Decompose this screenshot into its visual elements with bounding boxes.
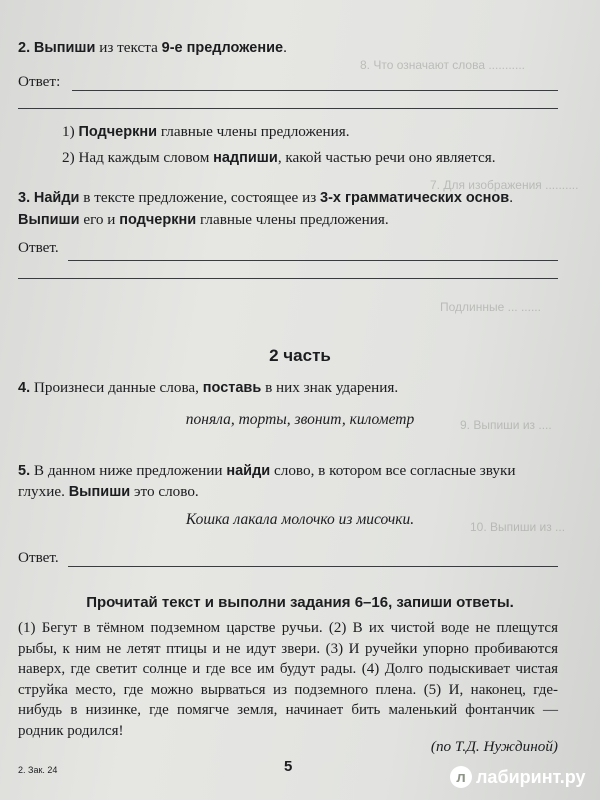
- task-text: главные члены предложения.: [196, 211, 389, 228]
- task-text: это слово.: [130, 483, 199, 500]
- answer-label: Ответ.: [18, 549, 59, 566]
- answer-line[interactable]: [18, 278, 558, 279]
- subtask-verb: Подчеркни: [78, 124, 158, 140]
- reading-line: рыбы, к ним не летят птицы и не идут звери. (3) И ручейки упорно пробиваются: [18, 640, 558, 657]
- task-4-line: [18, 378, 398, 398]
- task-verb: Найди: [33, 190, 80, 206]
- subtask-text: , какой частью речи оно является.: [277, 149, 496, 166]
- task-text: В данном ниже предложении: [30, 462, 227, 479]
- task-verb: поставь: [202, 380, 262, 396]
- task-number: 3.: [18, 190, 31, 206]
- subtask-text: главные члены предложения.: [157, 123, 350, 140]
- task-text: слово, в котором все согласные звуки: [270, 462, 516, 479]
- reading-heading: Прочитай текст и выполни задания 6–16, запиши ответы.: [86, 594, 514, 611]
- task-text: его и: [79, 211, 120, 228]
- task-text: Произнеси данные слова,: [30, 379, 203, 396]
- task-5-sentence: Кошка лакала молочко из мисочки.: [185, 511, 415, 528]
- task-text: в них знак ударения.: [261, 379, 399, 396]
- task-object: 9-е предложение: [161, 40, 284, 56]
- task-object: 3-х грамматических основ: [320, 190, 510, 206]
- task-verb: Выпиши: [18, 212, 80, 228]
- task-text: глухие.: [18, 483, 69, 500]
- answer-line[interactable]: [68, 260, 558, 261]
- task-3-line-1: [18, 188, 513, 208]
- bleed-through-text: 10. Выпиши из ...: [470, 520, 566, 534]
- task-number: 2.: [18, 40, 31, 56]
- task-2-subtask-1: [62, 122, 350, 142]
- answer-label: Ответ.: [18, 239, 59, 256]
- task-number: 5.: [18, 463, 31, 479]
- subtask-verb: надпиши: [213, 150, 278, 166]
- task-5-line-1: [18, 461, 516, 481]
- task-text: из текста: [95, 39, 162, 56]
- task-2-subtask-2: [62, 148, 496, 168]
- reading-line: струйка место, где можно вырваться из подземного плена. (5) И, наконец, где-: [18, 681, 558, 698]
- reading-line: (1) Бегут в тёмном подземном царстве ручьи. (2) В их чистой воде не плещутся: [18, 620, 558, 636]
- answer-line[interactable]: [72, 90, 558, 91]
- subtask-number: 1): [62, 123, 79, 140]
- task-verb: подчеркни: [119, 212, 197, 228]
- answer-line[interactable]: [68, 566, 558, 567]
- reading-author: (по Т.Д. Нуждиной): [430, 738, 558, 755]
- task-text: в тексте предложение, состоящее из: [79, 189, 321, 206]
- reading-text: [18, 618, 558, 741]
- reading-line: нибудь в низинке, где помягче земля, начинает бить маленький фонтанчик —: [18, 702, 558, 718]
- bleed-through-text: 9. Выпиши из ....: [460, 418, 552, 432]
- watermark-text: лабиринт.ру: [476, 766, 586, 787]
- task-punct: .: [509, 189, 513, 206]
- answer-line[interactable]: [18, 108, 558, 109]
- task-2-line: [18, 38, 287, 58]
- page-number: 5: [284, 758, 293, 775]
- task-verb: Выпиши: [33, 40, 96, 56]
- printer-mark: 2. Зак. 24: [18, 765, 58, 775]
- task-verb: Выпиши: [68, 484, 131, 500]
- task-punct: .: [283, 39, 287, 56]
- watermark-logo: [450, 762, 590, 792]
- reading-line: наверх, где светит солнце и где все им будут рады. (4) Долго подыскивает чистая: [18, 661, 558, 677]
- bleed-through-text: Подлинные ... ......: [440, 300, 541, 314]
- task-verb: найди: [226, 463, 271, 479]
- task-3-line-2: [18, 210, 389, 230]
- task-number: 4.: [18, 380, 31, 396]
- task-4-words: поняла, торты, звонит, километр: [185, 411, 415, 428]
- answer-label: Ответ:: [18, 73, 61, 90]
- bleed-through-text: 7. Для изображения ..........: [430, 178, 579, 192]
- task-5-line-2: [18, 482, 199, 502]
- labirint-logo-icon: л: [450, 766, 472, 788]
- bleed-through-text: 8. Что означают слова ...........: [360, 58, 526, 72]
- reading-line: родник родился!: [18, 722, 124, 739]
- part-heading: 2 часть: [269, 346, 331, 365]
- subtask-text: 2) Над каждым словом: [62, 149, 214, 166]
